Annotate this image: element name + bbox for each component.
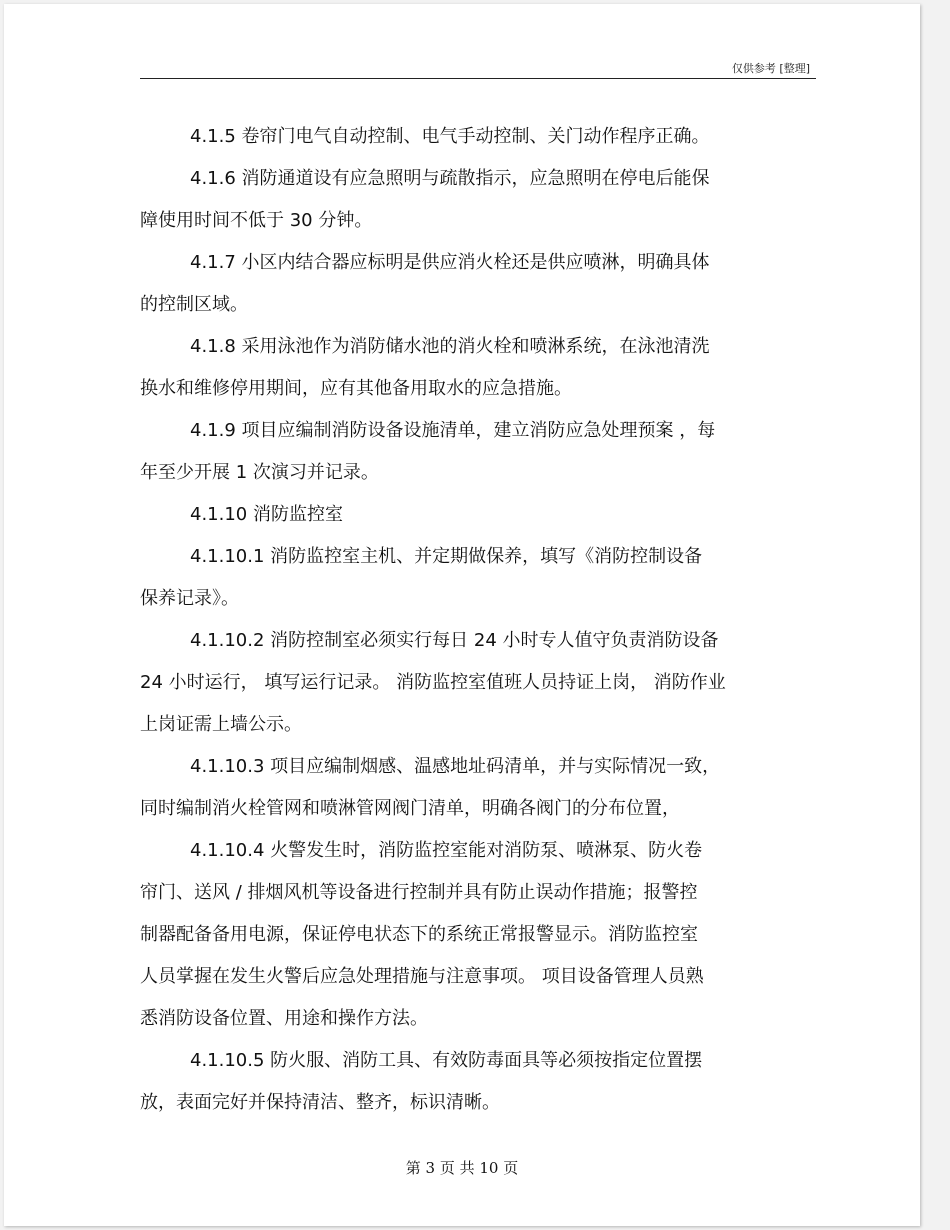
header-rule bbox=[140, 78, 816, 79]
text-line: 的控制区域。 bbox=[140, 294, 248, 315]
text-line: 4.1.10.5 防火服、消防工具、有效防毒面具等必须按指定位置摆 bbox=[190, 1050, 703, 1071]
text-line: 放，表面完好并保持清洁、整齐，标识清晰。 bbox=[140, 1092, 500, 1113]
page-number-footer: 第 3 页 共 10 页 bbox=[405, 1159, 519, 1177]
text-line: 悉消防设备位置、用途和操作方法。 bbox=[140, 1008, 428, 1029]
text-line: 4.1.8 采用泳池作为消防储水池的消火栓和喷淋系统，在泳池清洗 bbox=[190, 336, 710, 357]
text-line: 障使用时间不低于 30 分钟。 bbox=[140, 210, 373, 231]
text-line: 4.1.10.4 火警发生时，消防监控室能对消防泵、喷淋泵、防火卷 bbox=[190, 840, 703, 861]
text-line: 年至少开展 1 次演习并记录。 bbox=[140, 462, 379, 483]
document-page bbox=[4, 4, 920, 1226]
text-line: 同时编制消火栓管网和喷淋管网阀门清单，明确各阀门的分布位置， bbox=[140, 798, 680, 819]
text-line: 4.1.10.1 消防监控室主机、并定期做保养，填写《消防控制设备 bbox=[190, 546, 703, 567]
section-heading: 4.1.10 消防监控室 bbox=[190, 504, 343, 525]
text-line: 4.1.7 小区内结合器应标明是供应消火栓还是供应喷淋，明确具体 bbox=[190, 252, 710, 273]
text-line: 换水和维修停用期间，应有其他备用取水的应急措施。 bbox=[140, 378, 572, 399]
text-line: 制器配备备用电源，保证停电状态下的系统正常报警显示。消防监控室 bbox=[140, 924, 698, 945]
text-line: 帘门、送风 / 排烟风机等设备进行控制并具有防止误动作措施；报警控 bbox=[140, 882, 698, 903]
text-line: 保养记录》。 bbox=[140, 588, 239, 609]
text-line: 4.1.5 卷帘门电气自动控制、电气手动控制、关门动作程序正确。 bbox=[190, 126, 710, 147]
text-line: 4.1.10.2 消防控制室必须实行每日 24 小时专人值守负责消防设备 bbox=[190, 630, 719, 651]
text-line: 人员掌握在发生火警后应急处理措施与注意事项。 项目设备管理人员熟 bbox=[140, 966, 704, 987]
text-line: 4.1.9 项目应编制消防设备设施清单，建立消防应急处理预案 ，每 bbox=[190, 420, 716, 441]
text-line: 上岗证需上墙公示。 bbox=[140, 714, 302, 735]
header-note: 仅供参考 [整理] bbox=[731, 62, 810, 75]
text-line: 4.1.10.3 项目应编制烟感、温感地址码清单，并与实际情况一致， bbox=[190, 756, 721, 777]
text-line: 4.1.6 消防通道设有应急照明与疏散指示，应急照明在停电后能保 bbox=[190, 168, 710, 189]
document-body bbox=[140, 116, 820, 1124]
text-line: 24 小时运行， 填写运行记录。 消防监控室值班人员持证上岗， 消防作业 bbox=[140, 672, 726, 693]
